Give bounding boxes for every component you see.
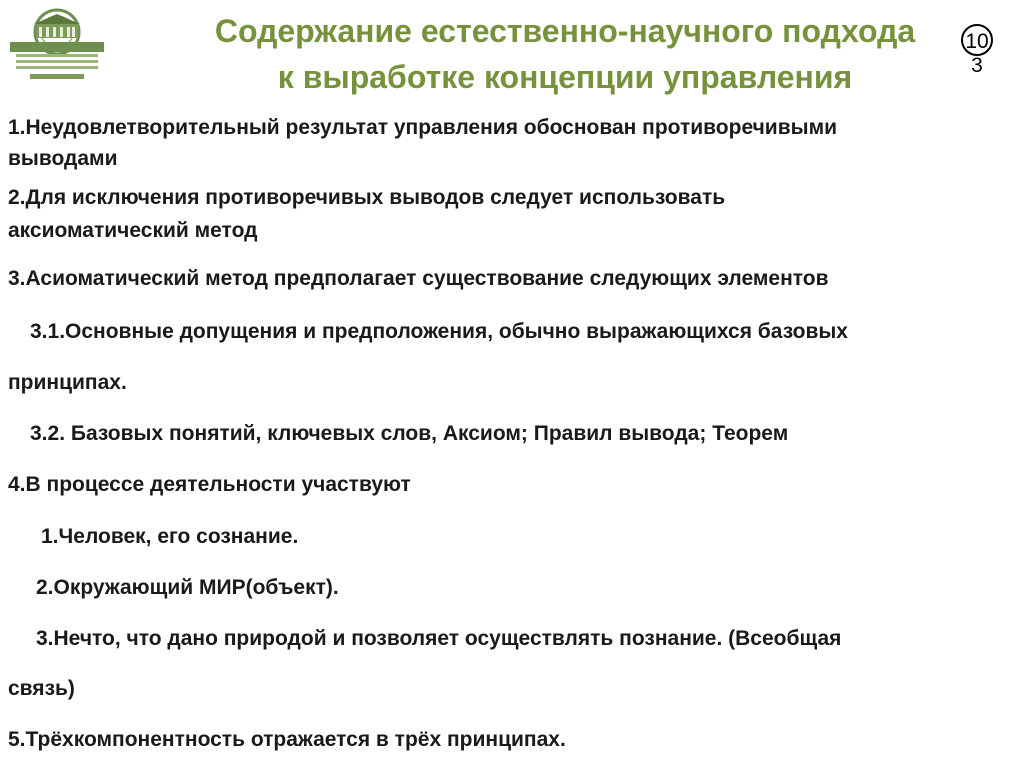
body-line: принципах. xyxy=(8,371,127,394)
slide-number-top: 10 xyxy=(961,24,993,56)
body-line: 5.Трёхкомпонентность отражается в трёх принципах. xyxy=(8,728,566,751)
slide-title-line-2: к выработке концепции управления xyxy=(277,59,853,95)
slide-number xyxy=(955,24,999,78)
body-line: 3.Асиоматический метод предполагает существование следующих элементов xyxy=(8,267,829,290)
body-line: 4.В процессе деятельности участвуют xyxy=(8,473,411,496)
university-logo-icon xyxy=(6,8,108,84)
body-line: 1.Неудовлетворительный результат управления обоснован противоречивыми xyxy=(8,116,838,139)
body-line: выводами xyxy=(8,147,118,170)
body-line: 3.1.Основные допущения и предположения, обычно выражающихся базовых xyxy=(30,320,848,343)
body-line: связь) xyxy=(8,677,75,700)
body-line: 2.Для исключения противоречивых выводов следует использовать xyxy=(8,186,726,209)
slide-number-bottom: 3 xyxy=(971,54,983,77)
slide-title-line-1: Содержание естественно-научного подхода xyxy=(214,13,916,49)
body-line: 1.Человек, его сознание. xyxy=(41,525,299,548)
slide-title xyxy=(150,8,980,100)
body-line: 3.Нечто, что дано природой и позволяет осуществлять познание. (Всеобщая xyxy=(36,627,842,650)
body-line: аксиоматический метод xyxy=(8,219,258,242)
body-line: 2.Окружающий МИР(объект). xyxy=(36,576,339,599)
body-line: 3.2. Базовых понятий, ключевых слов, Аксиом; Правил вывода; Теорем xyxy=(30,422,789,445)
